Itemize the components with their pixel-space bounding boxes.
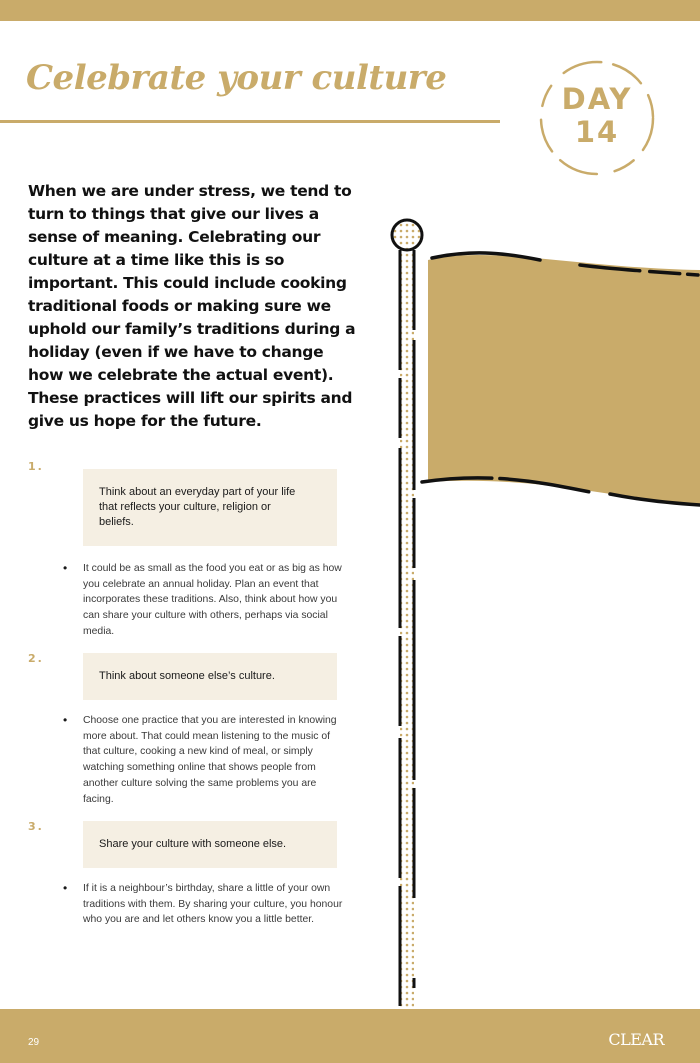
- page-number: 29: [28, 1037, 40, 1048]
- step-bullet-text: If it is a neighbour’s birthday, share a little of your own traditions with them. By sharing your culture, you honour who you are and let others know you a little better.: [83, 883, 343, 926]
- flag-pole: [400, 246, 414, 1010]
- step-bullet-text: It could be as small as the food you eat or as big as how you celebrate an annual holiday. Plan an event that incorporates these traditions. Also, think about how you can share your culture with others, perhaps via social media.: [83, 563, 342, 637]
- step-prompt-box: [83, 821, 337, 868]
- day-label: DAY: [561, 82, 633, 116]
- flag-illustration: [380, 210, 700, 1010]
- step-bullet-text: Choose one practice that you are interested in knowing more about. That could mean listening to the music of that culture, cooking a new kind of meal, or simply watching something online that shows people from another culture solving the same problems you are facing.: [83, 715, 337, 805]
- flag-cloth: [428, 255, 700, 505]
- step-prompt: Think about someone else’s culture.: [99, 670, 275, 682]
- intro-paragraph: When we are under stress, we tend to turn to things that give our lives a sense of meaning. Celebrating our culture at a time like this is so important. This could include cooking traditional foods or making sure we uphold our family’s traditions during a holiday (even if we have to change how we celebrate the actual event). These practices will lift our spirits and give us hope for the future.: [28, 182, 356, 430]
- step-prompt-box: [83, 653, 337, 700]
- flag-pole-finial: [392, 220, 422, 250]
- step-bullet: [63, 881, 343, 928]
- step-number: 1.: [28, 460, 44, 473]
- bullet-dot-icon: •: [63, 561, 68, 575]
- title-underline: [0, 120, 500, 123]
- bullet-dot-icon: •: [63, 881, 68, 895]
- step-number: 2.: [28, 652, 44, 665]
- top-color-band: [0, 0, 700, 21]
- step-bullet: [63, 561, 343, 640]
- page-title: Celebrate your culture: [26, 58, 447, 98]
- step-prompt-box: [83, 469, 337, 546]
- step-prompt: Think about an everyday part of your life that reflects your culture, religion or beliefs.: [99, 486, 296, 528]
- day-number: 14: [574, 115, 620, 149]
- brand-logo: CLEAR: [608, 1030, 664, 1049]
- step-number: 3.: [28, 820, 44, 833]
- step-prompt: Share your culture with someone else.: [99, 838, 287, 850]
- step-bullet: [63, 713, 343, 807]
- bottom-color-band: [0, 1009, 700, 1063]
- bullet-dot-icon: •: [63, 713, 68, 727]
